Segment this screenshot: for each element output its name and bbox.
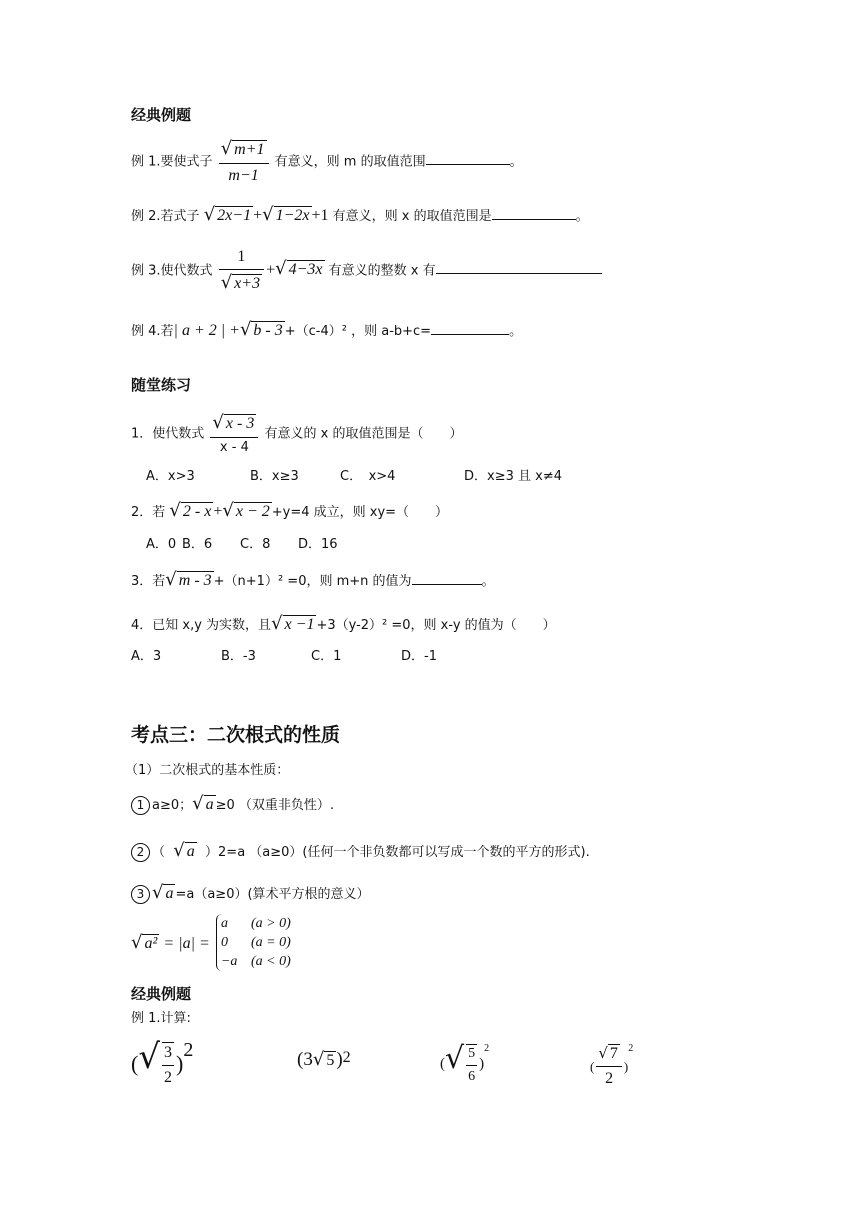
subsection-title: （1）二次根式的基本性质：: [125, 763, 290, 778]
example-3: 例 3.使代数式 $\frac{1}{√ x+3}$ +√ 4−3x 有意义的整数 x 有: [131, 247, 602, 295]
option[interactable]: A．0: [146, 537, 177, 552]
circled-number: 3: [131, 885, 150, 904]
sqrt: √ 4−3x: [275, 258, 323, 280]
question-4: 4．已知 x,y 为实数，且√ x −1 +3（y-2）² =0，则 x-y 的值为（ ）: [131, 613, 556, 634]
answer-blank[interactable]: [412, 570, 482, 585]
answer-blank[interactable]: [492, 205, 576, 220]
section-heading-examples-2: 经典例题: [131, 985, 192, 1003]
property-1: 1 a≥0；√ a ≥0 （双重非负性）.: [131, 795, 334, 815]
sqrt: √ b - 3: [239, 319, 283, 340]
fraction: $\frac{√ x - 3}{x - 4}$: [210, 412, 258, 456]
option[interactable]: B．-3: [221, 649, 256, 664]
answer-blank[interactable]: [436, 259, 602, 274]
option[interactable]: C． x>4: [340, 469, 396, 484]
section-heading-examples: 经典例题: [131, 106, 192, 124]
question-2-options: [146, 538, 338, 551]
option[interactable]: D．x≥3 且 x≠4: [464, 469, 562, 484]
option[interactable]: D．-1: [401, 649, 437, 664]
section-heading-practice: 随堂练习: [131, 376, 192, 394]
example-1-prefix: 例 1.要使式子: [131, 154, 213, 170]
answer-blank[interactable]: [426, 150, 510, 165]
property-2: 2 （ √ a ）2=a （a≥0）(任何一个非负数都可以写成一个数的平方的形式).: [131, 842, 590, 862]
sqrt: √ 2 - x: [169, 500, 212, 521]
example-1-calc: 例 1.计算:: [131, 1011, 191, 1026]
absolute-value-formula: √ a² = |a| = a (a > 0) 0 (a = 0) −a (a < 0): [131, 916, 291, 969]
option[interactable]: C．1: [311, 649, 342, 664]
sqrt: √ a: [152, 882, 174, 903]
calc-expression-4: ( $\frac{√ 7}{2}$ )$^2$: [590, 1043, 634, 1087]
question-3: 3．若√ m - 3 +（n+1）² =0，则 m+n 的值为 。: [131, 569, 495, 590]
example-4: 例 4.若| a + 2 | +√ b - 3 +（c-4）² ，则 a-b+c= 。: [131, 319, 523, 340]
circled-number: 1: [131, 796, 150, 815]
section-title: 考点三：二次根式的性质: [131, 724, 341, 746]
circled-number: 2: [131, 843, 150, 862]
calc-expression-1: (√ $\frac{3}{2}$ )2: [131, 1037, 194, 1086]
option[interactable]: A．x>3: [146, 469, 195, 484]
sqrt: √ 1−2x: [262, 204, 310, 225]
answer-blank[interactable]: [431, 320, 509, 335]
sqrt: √ a²: [131, 931, 158, 953]
calc-expression-3: (√ $\frac{5}{6}$ )$^2$: [440, 1041, 490, 1084]
sqrt: √ 2x−1: [203, 204, 252, 225]
fraction: $\frac{√ m+1}{m-1}$: [219, 138, 269, 186]
option[interactable]: B．x≥3: [250, 469, 299, 484]
option[interactable]: D．16: [298, 537, 338, 552]
example-1-text: 有意义，则 m 的取值范围: [274, 154, 426, 170]
sqrt: √ x −1: [271, 613, 315, 634]
example-1: 例 1.要使式子 $\frac{√ m+1}{m-1}$ 有意义，则 m 的取值范围 。: [131, 138, 523, 184]
sqrt: √ m+1: [220, 138, 265, 159]
piecewise-cases: a (a > 0) 0 (a = 0) −a (a < 0): [216, 914, 291, 971]
question-4-options: [131, 650, 437, 663]
question-1: 1．使代数式 $\frac{√ x - 3}{x - 4}$ 有意义的 x 的取值范围是（ ）: [131, 412, 463, 455]
sqrt: √ m - 3: [165, 569, 212, 590]
sqrt: √ a: [173, 840, 195, 861]
sqrt: √ a: [192, 793, 214, 814]
option[interactable]: B．6: [182, 537, 213, 552]
property-3: 3 √ a =a（a≥0）(算术平方根的意义）: [131, 884, 370, 904]
sqrt: √ x − 2: [222, 500, 270, 521]
fraction: $\frac{1}{√ x+3}$: [219, 247, 264, 295]
question-2: 2．若 √ 2 - x +√ x − 2 +y=4 成立，则 xy=（ ）: [131, 500, 449, 521]
question-1-options: [146, 470, 562, 483]
option[interactable]: A．3: [131, 649, 162, 664]
option[interactable]: C．8: [240, 537, 271, 552]
calc-expression-2: (3√ 5 )2: [297, 1049, 351, 1070]
example-2: 例 2.若式子 √ 2x−1 +√ 1−2x +1 有意义，则 x 的取值范围是 。: [131, 204, 589, 225]
